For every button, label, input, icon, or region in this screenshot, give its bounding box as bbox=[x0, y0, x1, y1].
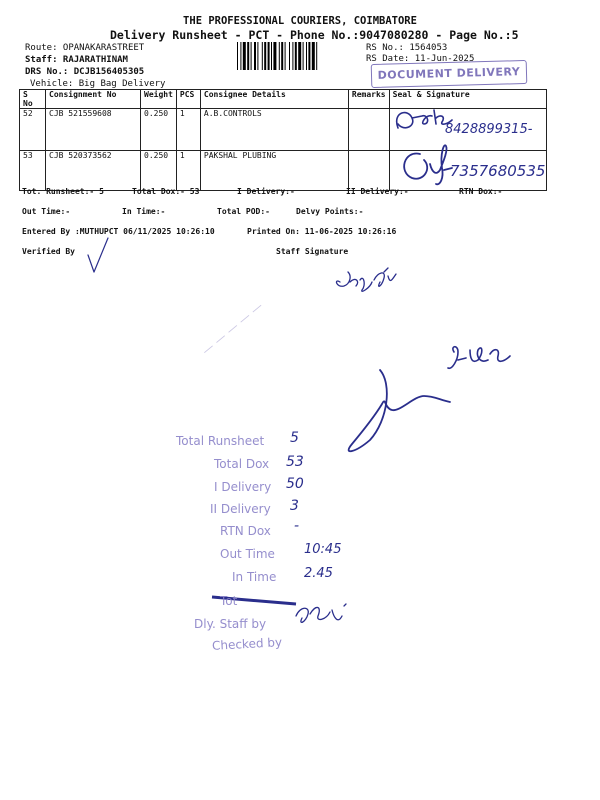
stamp-i-delivery: I Delivery bbox=[214, 480, 272, 494]
stamp-out-time: Out Time bbox=[220, 547, 275, 561]
tot-runsheet: Tot. Runsheet:- 5 bbox=[22, 187, 104, 196]
col-consignee: Consignee Details bbox=[200, 90, 348, 109]
stamp-in-time: In Time bbox=[232, 570, 277, 584]
route-label: Route: OPANAKARASTREET bbox=[25, 43, 145, 53]
staff-signature: Staff Signature bbox=[276, 247, 349, 256]
value-rtn-dox: - bbox=[294, 518, 300, 534]
value-out-time: 10:45 bbox=[304, 542, 342, 557]
handwritten-phone-1: 8428899315- bbox=[445, 122, 533, 137]
stamp-ii-delivery: II Delivery bbox=[210, 502, 271, 516]
company-title: THE PROFESSIONAL COURIERS, COIMBATORE bbox=[183, 15, 417, 27]
value-total-dox: 53 bbox=[286, 454, 304, 470]
row-sno: 52 bbox=[20, 109, 46, 151]
document-delivery-stamp: DOCUMENT DELIVERY bbox=[371, 60, 528, 88]
col-consignment: Consignment No bbox=[46, 90, 141, 109]
row-weight: 0.250 bbox=[141, 109, 177, 151]
stamp-rtn-dox: RTN Dox bbox=[220, 524, 271, 538]
stamp-total-dox: Total Dox bbox=[214, 457, 270, 471]
row-consignment: CJB 520373562 bbox=[46, 151, 141, 191]
row-pcs: 1 bbox=[176, 109, 200, 151]
svg-text:— — — — —: — — — — — bbox=[198, 298, 266, 358]
rs-number: RS No.: 1564053 bbox=[366, 43, 448, 53]
out-time: Out Time:- bbox=[22, 207, 71, 216]
stamp-tot: Tot bbox=[220, 594, 238, 608]
verified-by: Verified By bbox=[22, 247, 75, 256]
drs-number: DRS No.: DCJB156405305 bbox=[25, 67, 145, 77]
stamp-dly-staff: Dly. Staff by bbox=[194, 617, 267, 631]
total-pod: Total POD:- bbox=[217, 207, 270, 216]
row-weight: 0.250 bbox=[141, 151, 177, 191]
col-pcs: PCS bbox=[176, 90, 200, 109]
in-time: In Time:- bbox=[122, 207, 166, 216]
rtn-dox: RTN Dox:- bbox=[459, 187, 503, 196]
staff-label: Staff: RAJARATHINAM bbox=[25, 55, 128, 65]
printed-on: Printed On: 11-06-2025 10:26:16 bbox=[247, 227, 397, 236]
row-sno: 53 bbox=[20, 151, 46, 191]
total-dox: Total Dox:- 53 bbox=[132, 187, 200, 196]
delvy-points: Delvy Points:- bbox=[296, 207, 364, 216]
rs-date: RS Date: 11-Jun-2025 bbox=[366, 54, 475, 64]
col-weight: Weight bbox=[141, 90, 177, 109]
handwritten-phone-2: 7357680535 bbox=[450, 162, 546, 180]
runsheet-subtitle: Delivery Runsheet - PCT - Phone No.:9047080280 - Page No.:5 bbox=[110, 28, 519, 42]
ii-delivery: II Delivery:- bbox=[346, 187, 409, 196]
col-seal: Seal & Signature bbox=[389, 90, 546, 109]
row-consignment: CJB 521559608 bbox=[46, 109, 141, 151]
value-i-delivery: 50 bbox=[286, 476, 304, 492]
stamp-checked-by: Checked by bbox=[211, 635, 283, 653]
i-delivery: I Delivery:- bbox=[237, 187, 295, 196]
row-pcs: 1 bbox=[176, 151, 200, 191]
row-consignee: A.B.CONTROLS bbox=[200, 109, 348, 151]
value-ii-delivery: 3 bbox=[290, 498, 299, 514]
vehicle-label: Vehicle: Big Bag Delivery bbox=[30, 79, 166, 89]
col-remarks: Remarks bbox=[348, 90, 389, 109]
row-consignee: PAKSHAL PLUBING bbox=[200, 151, 348, 191]
col-sno: S No bbox=[20, 90, 46, 109]
value-in-time: 2.45 bbox=[304, 566, 333, 581]
value-total-runsheet: 5 bbox=[290, 430, 299, 446]
entered-by: Entered By :MUTHUPCT 06/11/2025 10:26:10 bbox=[22, 227, 215, 236]
stamp-total-runsheet: Total Runsheet bbox=[176, 434, 265, 448]
